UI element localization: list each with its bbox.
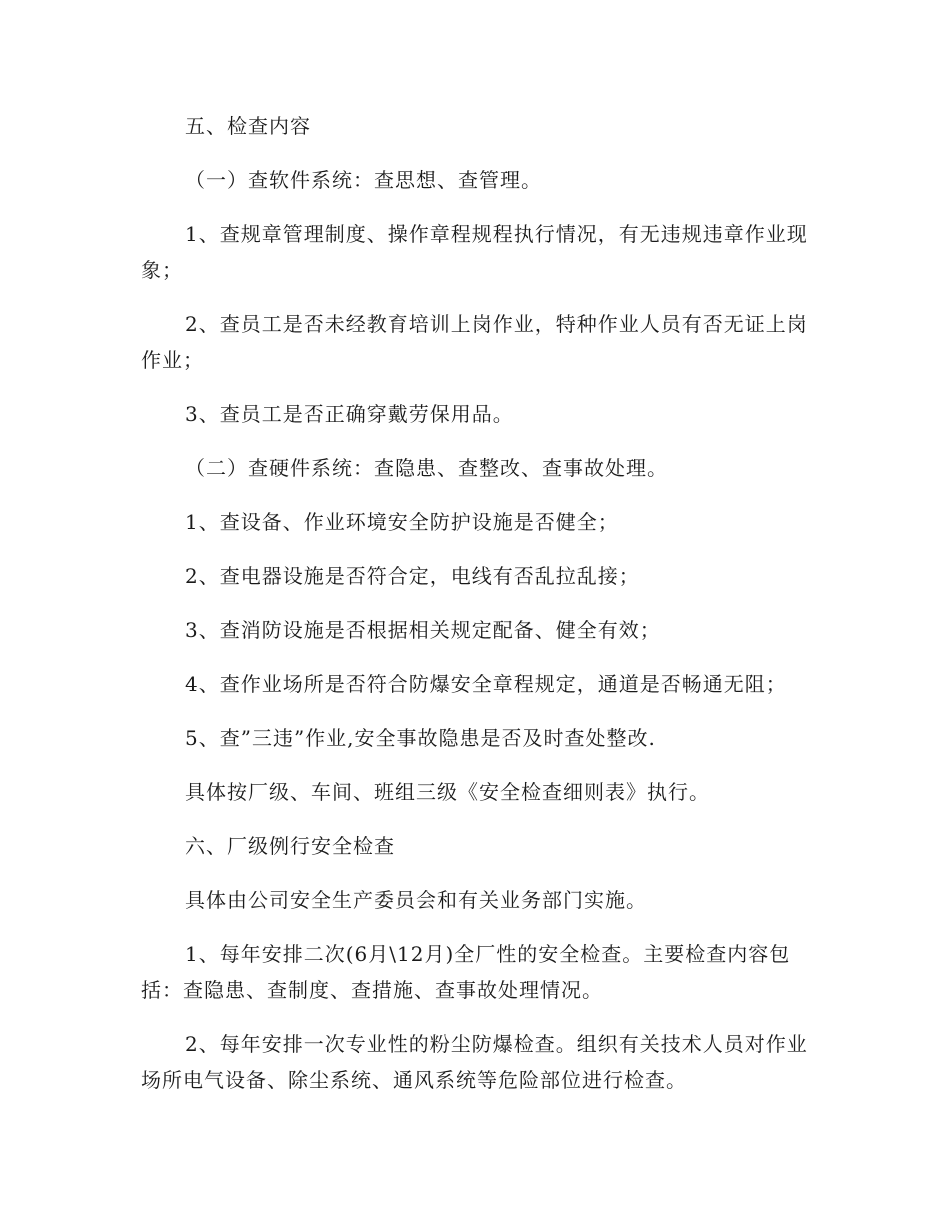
section-heading-six: 六、厂级例行安全检查	[185, 834, 395, 858]
factory-check-item-1: 1、每年安排二次(6月\12月)全厂性的安全检查。主要检查内容包括：查隐患、查制度、查措施、查事故处理情况。	[141, 942, 791, 1002]
execution-note: 具体按厂级、车间、班组三级《安全检查细则表》执行。	[185, 780, 710, 804]
document-body	[141, 108, 811, 1098]
subsection-heading-software: （一）查软件系统：查思想、查管理。	[185, 168, 542, 192]
hardware-item-2: 2、查电器设施是否符合定，电线有否乱拉乱接；	[185, 564, 640, 588]
software-item-1: 1、查规章管理制度、操作章程规程执行情况，有无违规违章作业现象；	[141, 222, 808, 282]
hardware-item-4: 4、查作业场所是否符合防爆安全章程规定，通道是否畅通无阻；	[185, 672, 787, 696]
subsection-heading-hardware: （二）查硬件系统：查隐患、查整改、查事故处理。	[185, 456, 668, 480]
implementation-note: 具体由公司安全生产委员会和有关业务部门实施。	[185, 888, 647, 912]
section-heading-five: 五、检查内容	[185, 114, 311, 138]
software-item-3: 3、查员工是否正确穿戴劳保用品。	[185, 402, 514, 426]
factory-check-item-2: 2、每年安排一次专业性的粉尘防爆检查。组织有关技术人员对作业场所电气设备、除尘系统、通风系统等危险部位进行检查。	[141, 1032, 808, 1092]
hardware-item-3: 3、查消防设施是否根据相关规定配备、健全有效；	[185, 618, 661, 642]
hardware-item-1: 1、查设备、作业环境安全防护设施是否健全；	[185, 510, 619, 534]
software-item-2: 2、查员工是否未经教育培训上岗作业，特种作业人员有否无证上岗作业；	[141, 312, 808, 372]
hardware-item-5: 5、查”三违”作业,安全事故隐患是否及时查处整改.	[185, 726, 656, 750]
